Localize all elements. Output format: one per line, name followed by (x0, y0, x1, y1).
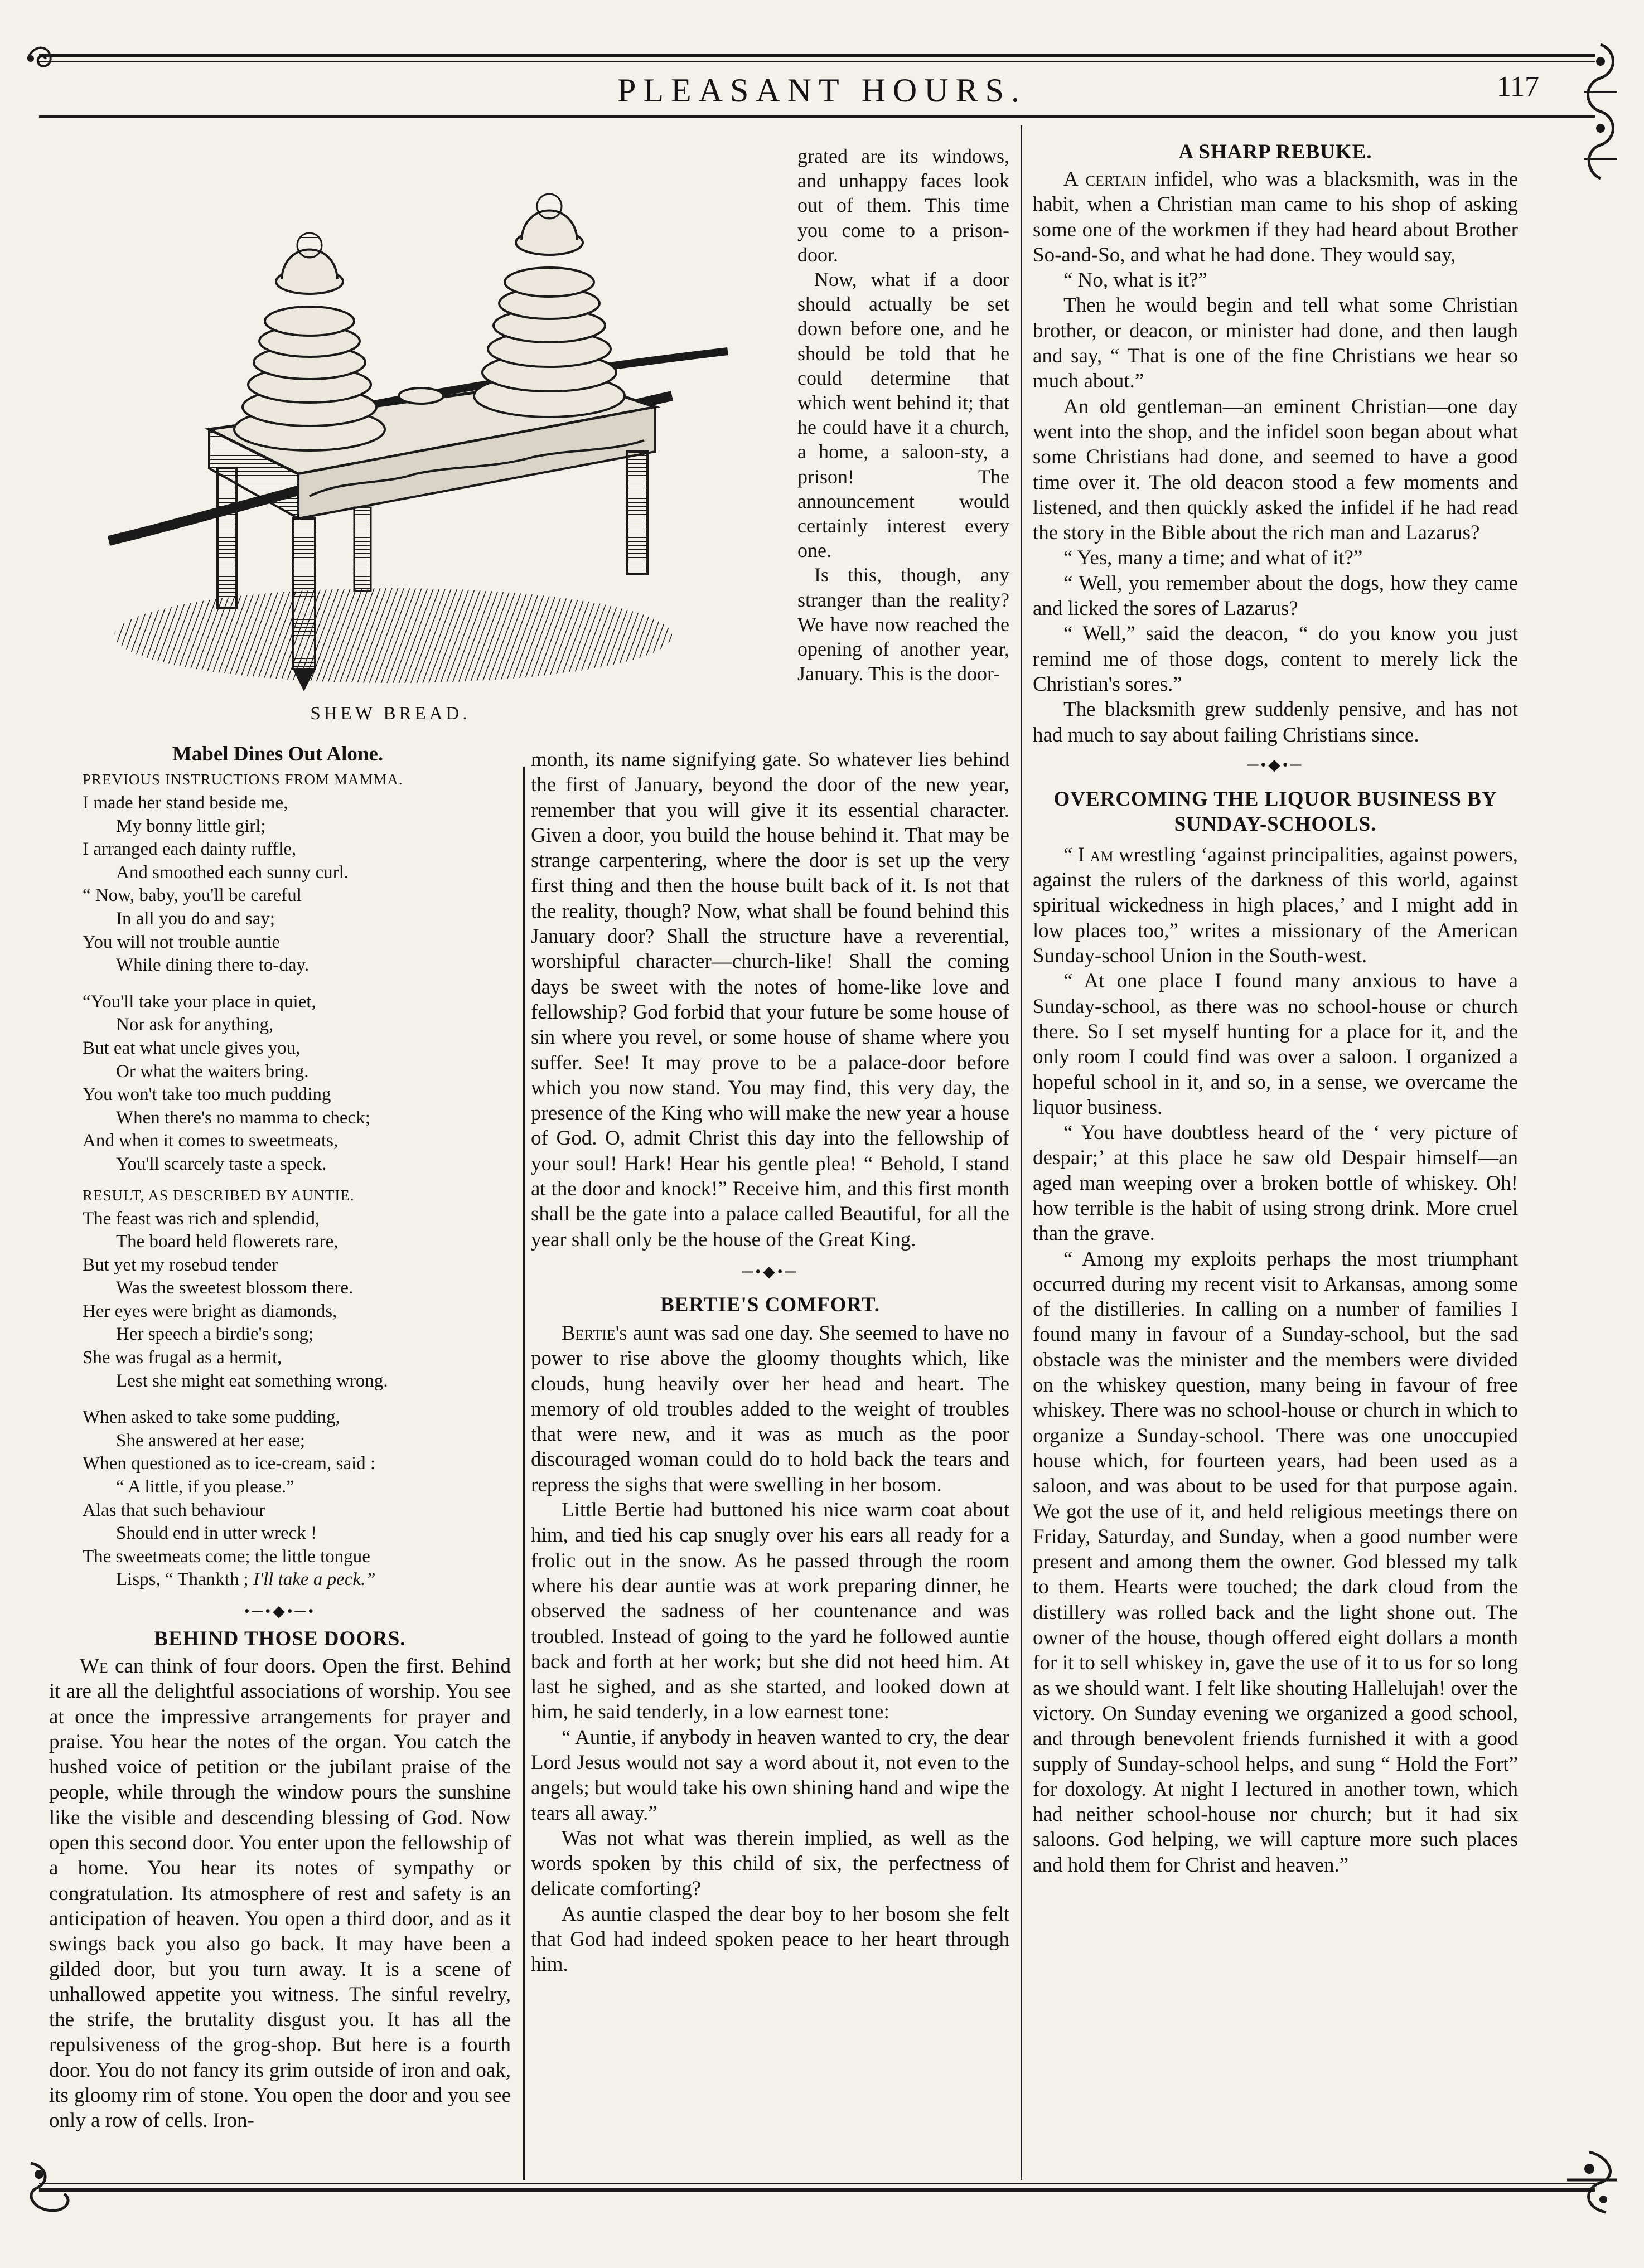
behind-doors-title: BEHIND THOSE DOORS. (154, 1627, 406, 1650)
masthead-title: PLEASANT HOURS. (617, 72, 1027, 109)
section-divider-ornament: ─•◆•─ (742, 1263, 799, 1281)
top-border-inner (39, 61, 1595, 62)
poem-line: You'll scarcely taste a speck. (116, 1154, 327, 1174)
rebuke-paragraph-3: Then he would begin and tell what some Christian brother, or deacon, or minister had done, and then laugh and say, “ That is one of the fine Christians we hear so much about.” (1033, 294, 1518, 393)
berties-paragraph-1-text: aunt was sad one day. She seemed to have no power to rise above the gloomy thoughts which, like clouds, hung heavily over her head and heart. The memory of old troubles added to the weight of troubles that were new, and it was as much as the poor discouraged woman could do to hold back the tears and repress the sighs that were swelling in her bosom. (531, 1321, 1009, 1496)
poem-line: Or what the waiters bring. (116, 1061, 309, 1082)
berties-paragraph-3: “ Auntie, if anybody in heaven wanted to cry, the dear Lord Jesus would not say a word about it, not even to the angels; but would take his own shining hand and wipe the tears all away.” (531, 1726, 1009, 1825)
poem-line: The feast was rich and splendid, (83, 1208, 320, 1229)
poem-line: Should end in utter wreck ! (116, 1523, 317, 1544)
rebuke-paragraph-6: “ Well, you remember about the dogs, how they came and licked the sores of Lazarus? (1033, 571, 1518, 621)
poem-line: Was the sweetest blossom there. (116, 1278, 354, 1298)
poem-instructions-heading: PREVIOUS INSTRUCTIONS FROM MAMMA. (83, 771, 403, 788)
bottom-border-outer (39, 2188, 1595, 2192)
shew-bread-illustration (92, 139, 784, 697)
behind-doors-paragraph-1 (49, 1654, 511, 2134)
poem-line: My bonny little girl; (116, 816, 266, 836)
poem-line: When there's no mamma to check; (116, 1107, 370, 1128)
poem-line: You will not trouble auntie (83, 932, 281, 952)
corner-ornament-top-right (1573, 39, 1628, 184)
corner-ornament-bottom-right (1550, 2146, 1628, 2219)
corner-ornament-bottom-left (22, 2158, 84, 2219)
liquor-paragraph-1-text: wrestling ‘against principalities, against powers, against the rulers of the darkness of this world, against spiritual wickedness in high places,’ and I might add in low places too,” writes a missionary of the American Sunday-school Union in the South-west. (1033, 843, 1518, 968)
rebuke-paragraph-5: “ Yes, many a time; and what of it?” (1063, 546, 1363, 570)
top-border-outer (39, 54, 1595, 57)
rebuke-paragraph-8: The blacksmith grew suddenly pensive, and has not had much to say about failing Christians since. (1033, 698, 1518, 747)
column-2 (531, 747, 1009, 1978)
rebuke-paragraph-7: “ Well,” said the deacon, “ do you know you just remind me of those dogs, content to merely lick the Christian's sores.” (1033, 622, 1518, 696)
berties-paragraph-4: Was not what was therein implied, as well as the words spoken by this child of six, the perfectness of delicate comforting? (531, 1826, 1009, 1901)
behind-doors-continued: grated are its windows, and unhappy faces look out of them. This time you come to a prison-door. (797, 145, 1009, 266)
poem-line: And smoothed each sunny curl. (116, 862, 349, 883)
poem-line: But yet my rosebud tender (83, 1254, 278, 1275)
poem-stanza-1 (49, 792, 511, 977)
behind-doors-paragraph-3-start: Is this, though, any stranger than the reality? We have now reached the opening of another year, January. This is the door- (797, 564, 1009, 685)
poem-line: Lest she might eat something wrong. (116, 1370, 388, 1391)
poem-line: Her speech a birdie's song; (116, 1324, 314, 1345)
poem-line: In all you do and say; (116, 908, 275, 929)
liquor-lead-word: “ I am (1063, 843, 1114, 866)
poem-title: Mabel Dines Out Alone. (172, 743, 384, 765)
rebuke-paragraph-4: An old gentleman—an eminent Christian—one day went into the shop, and the infidel soon began about what some Christians had done, and seemed to have a good time over it. The old deacon stood a few moments and listened, and then quickly asked the infidel if he had read the story in the Bible about the rich man and Lazarus? (1033, 395, 1518, 545)
poem-line: And when it comes to sweetmeats, (83, 1131, 339, 1151)
header-underline (39, 115, 1595, 118)
poem-line: Alas that such behaviour (83, 1500, 265, 1520)
poem-line: I arranged each dainty ruffle, (83, 839, 297, 860)
poem-result-heading: RESULT, AS DESCRIBED BY AUNTIE. (83, 1186, 355, 1204)
poem-line: “ A little, if you please.” (116, 1477, 294, 1498)
poem-line: Her eyes were bright as diamonds, (83, 1301, 337, 1321)
berties-paragraph-2: Little Bertie had buttoned his nice warm coat about him, and tied his cap snugly over his ears all ready for a frolic out in the snow. As he passed through the room where his dear auntie was at work preparing dinner, he observed the sadness of her countenance and was troubled. Instead of going to the yard he followed auntie back and forth at her work; but she did not heed him. At last he sighed, and as she started, and looked down at him, he said tenderly, in a low earnest tone: (531, 1499, 1009, 1724)
section-divider-ornament: •─•◆•─• (244, 1603, 316, 1620)
poem-line: But eat what uncle gives you, (83, 1038, 301, 1058)
poem-line: You won't take too much pudding (83, 1084, 331, 1105)
poem-stanza-4 (49, 1406, 511, 1592)
column-rule-middle (1021, 125, 1022, 2180)
poem-line: The sweetmeats come; the little tongue (83, 1546, 370, 1567)
shew-bread-table-engraving (92, 139, 784, 697)
illustration-caption: SHEW BREAD. (310, 704, 471, 724)
behind-doors-paragraph-1-text: can think of four doors. Open the first. Behind it are all the delightful associations of worship. You see at once the impressive arrangements for prayer and praise. You hear the notes of the organ. You catch the hushed voice of petition or the jubilant praise of the people, while through the window pours the sunshine like the visible and descending blessing of God. Now open this second door. You enter upon the fellowship of a home. You hear its notes of sympathy or congratulation. Its atmosphere of rest and safety is an anticipation of heaven. You open a third door, and as it swings back you also go back. It may have been a gilded door, but you turn away. It is a scene of unhallowed appetite you witness. The sinful revelry, the strife, the brutality disgust you. It has all the repulsiveness of the grog-shop. But here is a fourth door. You do not fancy its grim outside of iron and oak, its gloomy rim of stone. You open the door and you see only a row of cells. Iron- (49, 1655, 511, 2133)
rebuke-paragraph-1 (1033, 167, 1518, 268)
berties-paragraph-5: As auntie clasped the dear boy to her bosom she felt that God had indeed spoken peace to her heart through him. (531, 1902, 1009, 1976)
poem-line: While dining there to-day. (116, 955, 310, 976)
poem-line: Nor ask for anything, (116, 1015, 274, 1035)
berties-lead-word: Bertie's (562, 1321, 627, 1345)
poem-line: “You'll take your place in quiet, (83, 991, 316, 1012)
column-rule-left (523, 767, 525, 2180)
section-divider-ornament: ─•◆•─ (1247, 756, 1304, 774)
sharp-rebuke-title: A SHARP REBUKE. (1178, 140, 1372, 163)
poem-stanza-3 (49, 1208, 511, 1393)
column-1 (49, 742, 511, 2134)
liquor-paragraph-2: “ At one place I found many anxious to have a Sunday-school, as there was no school-house or church there. So I set myself hunting for a place for it, and the only room I could find was over a saloon. I organized a hopeful school in it, and so, in a sense, we overcame the liquor business. (1033, 970, 1518, 1119)
liquor-paragraph-3: “ You have doubtless heard of the ‘ very picture of despair;’ at this place he saw old Despair himself—an aged man weeping over a broken bottle of whiskey. Oh! how terrible is the habit of using strong drink. More cruel than the grave. (1033, 1121, 1518, 1246)
poem-line: When questioned as to ice-cream, said : (83, 1453, 376, 1474)
rebuke-paragraph-2: “ No, what is it?” (1063, 269, 1207, 292)
poem-last-line (83, 1568, 511, 1592)
rebuke-paragraph-1-text: infidel, who was a blacksmith, was in the habit, when a Christian man came to his shop of asking some one of the workmen if they had heard about Brother So-and-So, and what he had done. They would say, (1033, 168, 1518, 266)
poem-line: I made her stand beside me, (83, 793, 288, 813)
liquor-business-title: OVERCOMING THE LIQUOR BUSINESS BY SUNDAY-SCHOOLS. (1053, 787, 1497, 836)
page-number: 117 (1496, 71, 1539, 103)
berties-paragraph-1 (531, 1321, 1009, 1498)
bottom-border-inner (39, 2183, 1595, 2184)
poem-line: She answered at her ease; (116, 1430, 306, 1451)
liquor-paragraph-1 (1033, 842, 1518, 968)
poem-line: When asked to take some pudding, (83, 1407, 340, 1428)
column-3 (1033, 139, 1518, 1878)
behind-doors-paragraph-3-end: month, its name signifying gate. So whatever lies behind the first of January, beyond the door of the new year, remember that you will give it its essential character. Given a door, you build the house behind it. That may be strange carpentering, where the door is set up the very first thing and then the house built back of it. Is not that the reality, though? Now, what shall be found behind this January door? Shall the structure have a reverential, worshipful character—church-like! Shall the coming days be sweet with the notes of home-like love and fellowship? God forbid that your future be some house of sin where you revel, or some house of shame where you suffer. See! It may prove to be a palace-door before which you now stand. You may find, this very day, the presence of the King who will make the new year a house of God. O, admit Christ this day into the fellowship of your soul! Hark! Hear his gentle plea! “ Behold, I stand at the door and knock!” Receive him, and this first month shall be the gate into a palace called Beautiful, for all the year shall only be the house of the Great King. (531, 748, 1009, 1251)
liquor-paragraph-4: “ Among my exploits perhaps the most triumphant occurred during my recent visit to Arkansas, among some of the distilleries. In calling on a number of families I found many in favour of a Sunday-school, but the sad obstacle was the minister and the members were divided on the whiskey question, many being in favour of free whiskey. There was no school-house or church in which to organize a Sunday-school. There was one unoccupied house which, for fourteen years, had been used as a saloon, and was about to be used for that purpose again. We got the use of it, and held religious meetings there on Friday, Saturday, and Sunday, when a good number were present and among them the owner. God blessed my talk to them. Hearts were touched; the dark cloud from the distillery was rolled back and the light shone out. The owner of the house, though offered eight dollars a month for it to sell whiskey in, gave the use of it to us for so long as we should want. I felt like shouting Hallelujah! over the victory. On Sunday evening we organized a good school, and through benevolent friends furnished it with a good supply of Sunday-school helps, and sung “ Hold the Fort” for doxology. At night I lectured in another town, which had neither school-house nor church; but it had six saloons. God helping, we will capture more such places and hold them for Christ and heaven.” (1033, 1247, 1518, 1877)
behind-doors-paragraph-2: Now, what if a door should actually be set down before one, and he should be told that he could determine that which went behind it; that he could have it a church, a home, a saloon-sty, a prison! The announcement would certainly interest every one. (797, 268, 1009, 562)
poem-line: “ Now, baby, you'll be careful (83, 885, 302, 906)
rebuke-lead-word: A certain (1063, 168, 1147, 191)
poem-last-line-italic: I'll take a peck.” (253, 1569, 376, 1590)
poem-stanza-2 (49, 991, 511, 1176)
behind-doors-lead-word: We (80, 1655, 108, 1678)
poem-line: She was frugal as a hermit, (83, 1348, 282, 1368)
berties-comfort-title: BERTIE'S COMFORT. (660, 1293, 881, 1316)
poem-line: The board held flowerets rare, (116, 1232, 339, 1252)
poem-last-line-prefix: Lisps, “ Thankth ; (116, 1569, 253, 1590)
column-2-top (797, 144, 1009, 686)
